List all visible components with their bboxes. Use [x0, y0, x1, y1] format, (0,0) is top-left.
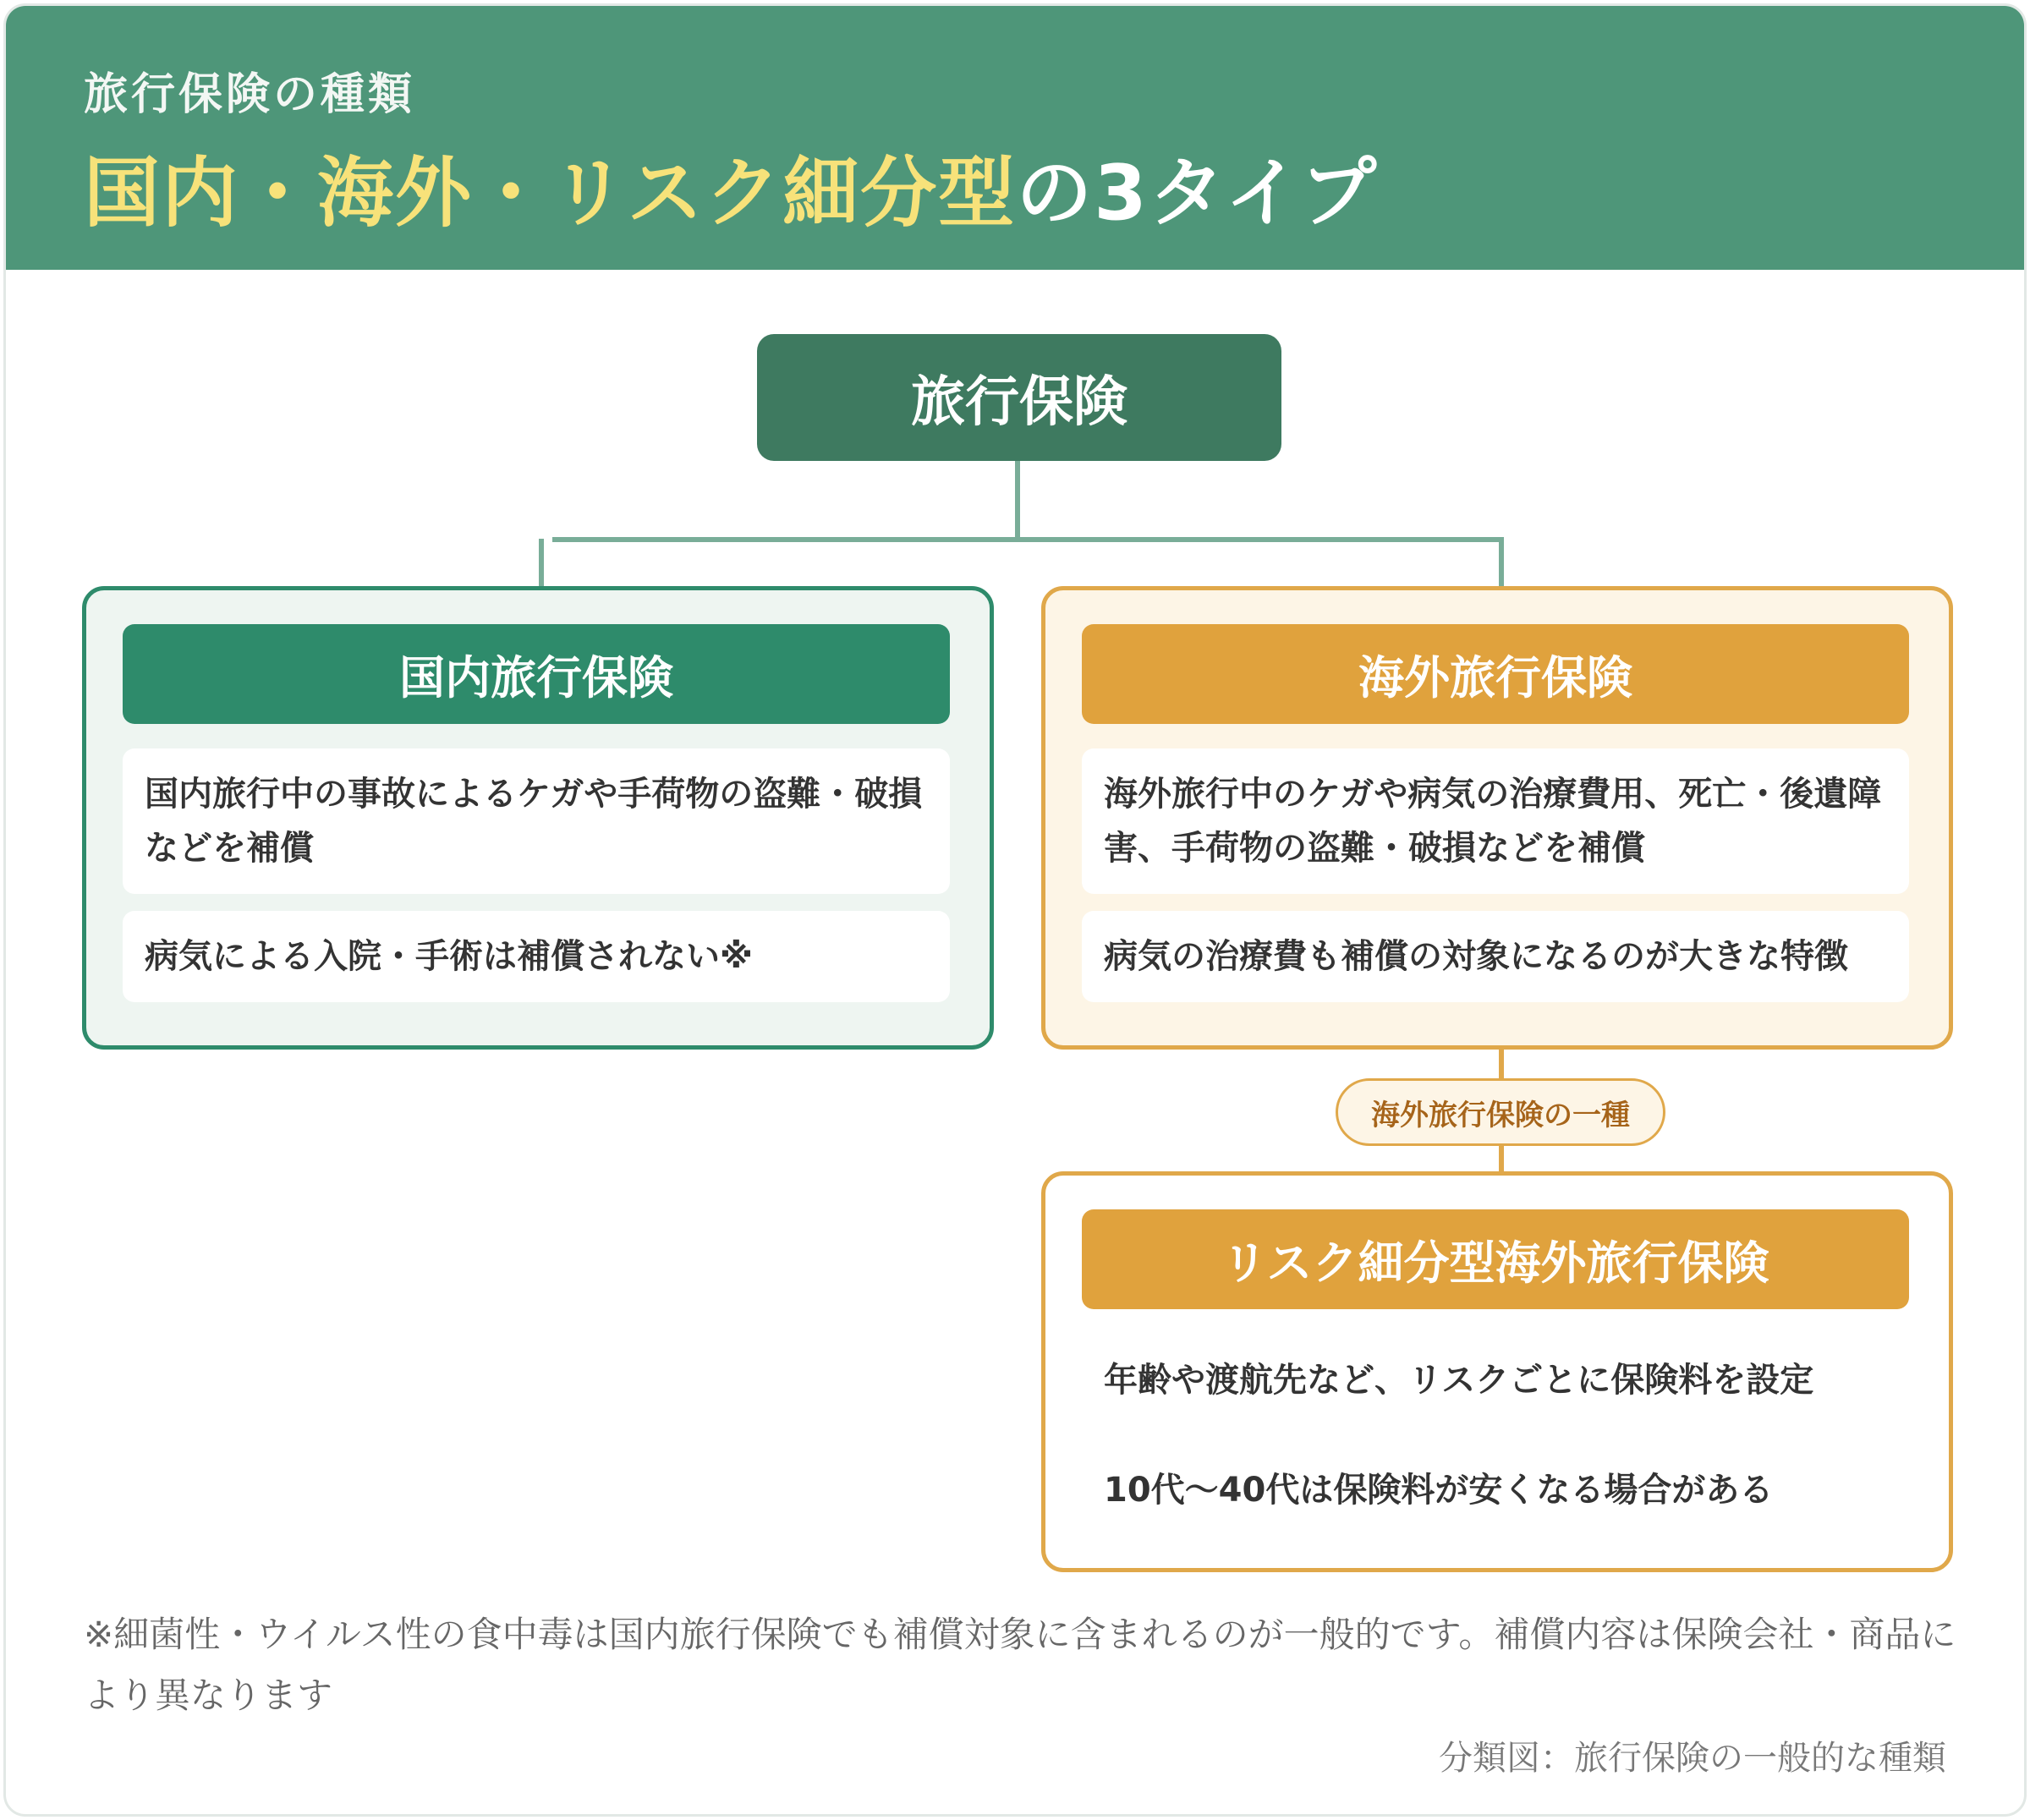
connector-left-down: [539, 539, 544, 591]
header-title-highlight: 国内・海外・リスク細分型: [84, 149, 1017, 238]
overseas-group: [1041, 586, 1953, 1050]
overseas-item: 海外旅行中のケガや病気の治療費用、死亡・後遺障害、手荷物の盗難・破損などを補償: [1082, 748, 1909, 894]
domestic-title: 国内旅行保険: [123, 624, 950, 724]
header-title-rest: の3タイプ: [1016, 149, 1379, 238]
risk-title: リスク細分型海外旅行保険: [1082, 1209, 1909, 1309]
connector-root-down: [1015, 461, 1020, 540]
figure-caption: 分類図：旅行保険の一般的な種類: [1439, 1739, 1946, 1778]
header-title: [84, 131, 1378, 241]
relation-label: 海外旅行保険の一種: [1336, 1078, 1665, 1146]
risk-group: [1041, 1171, 1953, 1572]
overseas-title: 海外旅行保険: [1082, 624, 1909, 724]
header-eyebrow: 旅行保険の種類: [84, 69, 416, 120]
risk-item: 年齢や渡航先など、リスクごとに保険料を設定: [1104, 1361, 1814, 1400]
root-node: 旅行保険: [757, 334, 1281, 461]
connector-horizontal: [552, 537, 1504, 542]
footnote: ※細菌性・ウイルス性の食中毒は国内旅行保険でも補償対象に含まれるのが一般的です。補償内容は保険会社・商品により異なります: [84, 1614, 1956, 1716]
risk-item: 10代〜40代は保険料が安くなる場合がある: [1104, 1471, 1774, 1510]
connector-right-down: [1499, 539, 1504, 591]
domestic-group: [82, 586, 994, 1050]
infographic-card: [3, 3, 2027, 1817]
domestic-item: 病気による入院・手術は補償されない※: [123, 911, 950, 1002]
connector-overseas-to-pill: [1499, 1046, 1504, 1080]
domestic-item: 国内旅行中の事故によるケガや手荷物の盗難・破損などを補償: [123, 748, 950, 894]
overseas-item: 病気の治療費も補償の対象になるのが大きな特徴: [1082, 911, 1909, 1002]
header-banner: [6, 6, 2024, 270]
